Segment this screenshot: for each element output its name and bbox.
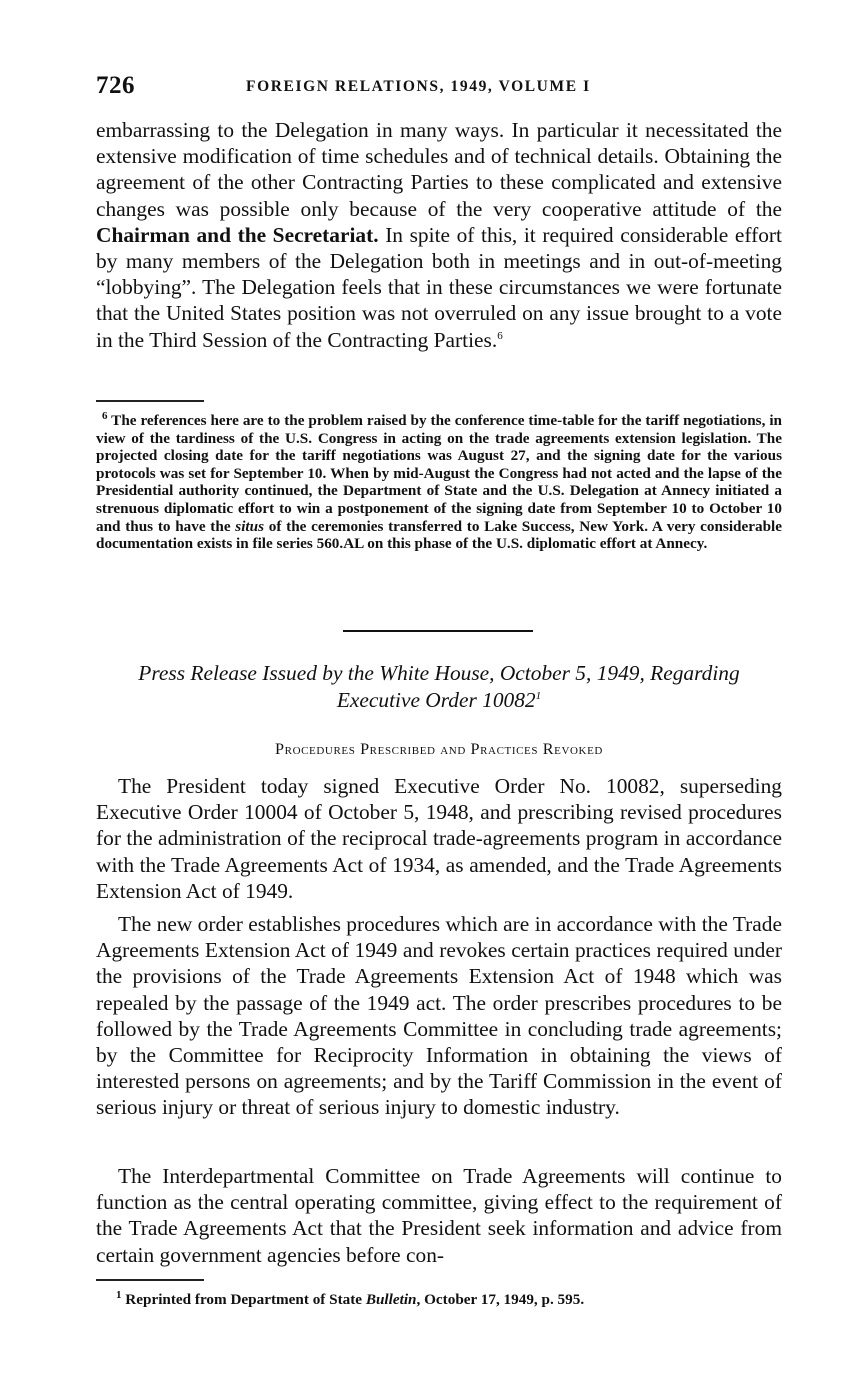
footnote-1 xyxy=(96,1288,782,1309)
footnote-6-text-end: of the ceremonies transferred to Lake Success, New York. A very considerable documentation exists in file series 560.AL on this phase of the U.S. diplomatic effort at Annecy. xyxy=(96,517,782,553)
footnote-divider xyxy=(96,1279,204,1281)
page-header xyxy=(96,72,782,102)
continued-paragraph xyxy=(96,117,782,353)
continued-text-start: embarrassing to the Delegation in many ways. In particular it necessitated the extensive modification of time schedules and of technical details. Obtaining the agreement of the other Contracting Parties to these complicated and extensive changes was possible only because of the very cooperative attitude of the xyxy=(96,118,782,221)
footnote-reference-1: 1 xyxy=(535,689,542,702)
footnote-6-marker: 6 xyxy=(102,409,108,422)
footnote-1-marker: 1 xyxy=(116,1288,122,1301)
body-paragraph: The Interdepartmental Committee on Trade Agreements will continue to function as the central operating committee, giving effect to the requirement of the Trade Agreements Act that the President seek information and advice from certain government agencies before con- xyxy=(96,1164,782,1267)
footnote-divider xyxy=(96,400,204,402)
section-subheading: Procedures Prescribed and Practices Revoked xyxy=(275,740,603,758)
page-number: 726 xyxy=(96,72,135,99)
body-paragraph: The new order establishes procedures which are in accordance with the Trade Agreements Extension Act of 1949 and revokes certain practices required under the provisions of the Trade Agreements Extension Act of 1948 which was repealed by the passage of the 1949 act. The order prescribes procedures to be followed by the Trade Agreements Committee in concluding trade agreements; by the Committee for Reciprocity Information in obtaining the views of interested persons on agreements; and by the Tariff Commission in the event of serious injury or threat of serious injury to domestic industry. xyxy=(96,912,782,1120)
continued-text-end: In spite of this, it required considerable effort by many members of the Delegation both in meetings and in out-of-meeting “lobbying”. The Delegation feels that in these circumstances we were fortunate that the United States position was not overruled on any issue brought to a vote in the Third Session of the Contracting Parties. xyxy=(96,222,782,352)
section-separator xyxy=(343,630,533,632)
document-page xyxy=(96,0,782,1380)
footnote-6-italic: situs xyxy=(235,517,265,535)
document-title xyxy=(96,660,782,714)
running-head: FOREIGN RELATIONS, 1949, VOLUME I xyxy=(246,78,591,95)
footnote-1-text-start: Reprinted from Department of State xyxy=(121,1291,366,1308)
footnote-reference-6: 6 xyxy=(497,329,503,342)
body-paragraph: The President today signed Executive Order No. 10082, superseding Executive Order 10004 of October 5, 1948, and prescribing revised procedures for the administration of the reciprocal trade-agreements program in accordance with the Trade Agreements Act of 1934, as amended, and the Trade Agreements Extension Act of 1949. xyxy=(96,774,782,903)
footnote-1-text-end: , October 17, 1949, p. 595. xyxy=(416,1291,585,1308)
continued-bold-text: Chairman and the Secretariat. xyxy=(96,222,379,247)
footnote-6 xyxy=(96,409,782,553)
document-title-text: Press Release Issued by the White House, October 5, 1949, Regarding Executive Order 10082 xyxy=(138,661,740,712)
footnote-6-text-start: The references here are to the problem raised by the conference time-table for the tariff negotiations, in view of the tardiness of the U.S. Congress in acting on the trade agreements extension legislation. The projected closing date for the tariff negotiations was August 27, and the signing date for the various protocols was set for September 10. When by mid-August the Congress had not acted and the lapse of the Presidential authority continued, the Department of State and the U.S. Delegation at Annecy initiated a strenuous diplomatic effort to win a postponement of the signing date from September 10 to October 10 and thus to have the xyxy=(96,412,782,535)
footnote-1-italic: Bulletin xyxy=(365,1291,417,1308)
